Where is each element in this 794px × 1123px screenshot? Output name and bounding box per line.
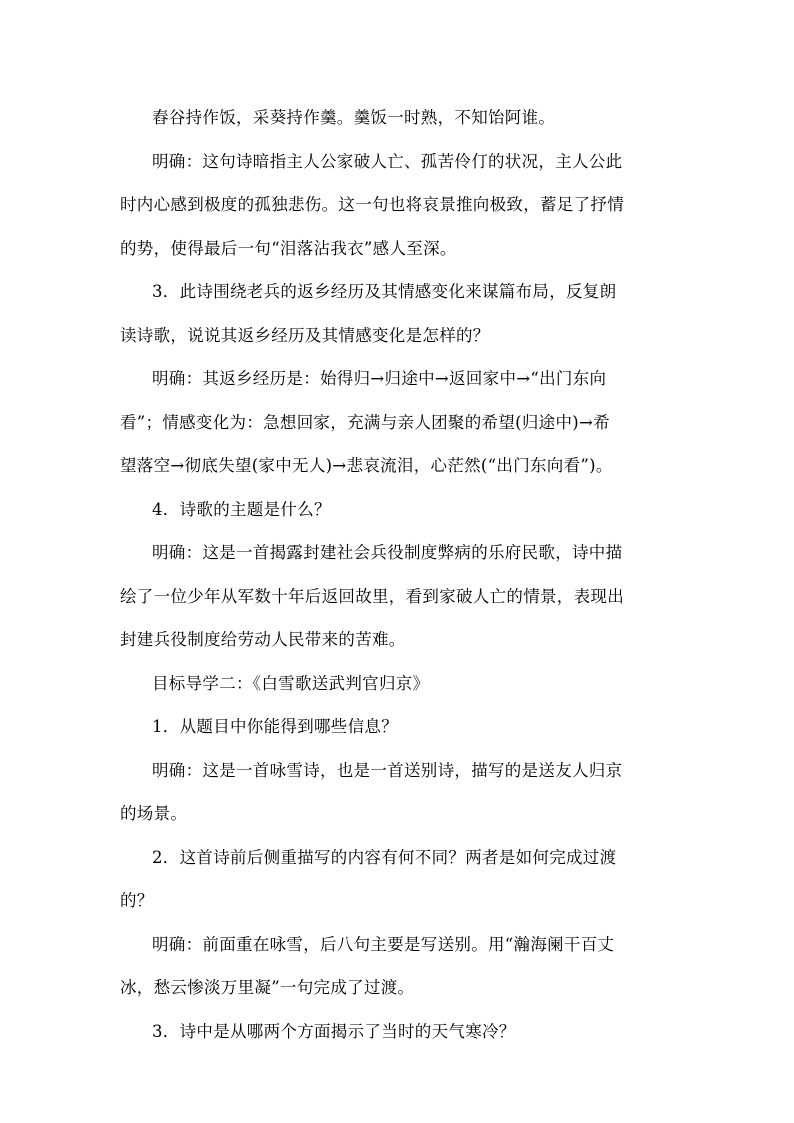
answer-line-4-cont: 绘了一位少年从军数十年后返回故里，看到家破人亡的情景，表现出 xyxy=(120,587,624,606)
question-2-cont: 的？ xyxy=(120,891,154,910)
question-2: 2．这首诗前后侧重描写的内容有何不同？两者是如何完成过渡 xyxy=(152,848,617,867)
question-3-cont: 读诗歌，说说其返乡经历及其情感变化是怎样的？ xyxy=(120,326,490,345)
answer-line-1: 明确：这句诗暗指主人公家破人亡、孤苦伶仃的状况，主人公此 xyxy=(152,152,623,171)
answer-line-s1: 明确：这是一首咏雪诗，也是一首送别诗，描写的是送友人归京 xyxy=(152,761,623,780)
answer-line-3-cont2: 望落空→彻底失望(家中无人)→悲哀流泪，心茫然(“出门东向看”)。 xyxy=(120,456,613,475)
question-3b: 3．诗中是从哪两个方面揭示了当时的天气寒冷？ xyxy=(152,1022,516,1041)
answer-line-3: 明确：其返乡经历是：始得归→归途中→返回家中→“出门东向 xyxy=(152,369,607,388)
answer-line-s2-cont: 冰，愁云惨淡万里凝”一句完成了过渡。 xyxy=(120,978,415,997)
question-3: 3．此诗围绕老兵的返乡经历及其情感变化来谋篇布局，反复朗 xyxy=(152,282,617,301)
answer-line-1-cont2: 的势，使得最后一句“泪落沾我衣”感人至深。 xyxy=(120,239,457,258)
answer-line-4-cont2: 封建兵役制度给劳动人民带来的苦难。 xyxy=(120,630,406,649)
answer-line-1-cont: 时内心感到极度的孤独悲伤。这一句也将哀景推向极致，蓄足了抒情 xyxy=(120,195,624,214)
question-4: 4．诗歌的主题是什么？ xyxy=(152,500,331,519)
poem-line: 舂谷持作饭，采葵持作羹。羹饭一时熟，不知饴阿谁。 xyxy=(152,108,556,127)
question-1: 1．从题目中你能得到哪些信息？ xyxy=(152,717,398,736)
answer-line-3-cont: 看”；情感变化为：急想回家，充满与亲人团聚的希望(归途中)→希 xyxy=(120,413,610,432)
answer-line-4: 明确：这是一首揭露封建社会兵役制度弊病的乐府民歌，诗中描 xyxy=(152,543,623,562)
answer-line-s1-cont: 的场景。 xyxy=(120,804,188,823)
section-heading: 目标导学二：《白雪歌送武判官归京》 xyxy=(152,674,430,693)
answer-line-s2: 明确：前面重在咏雪，后八句主要是写送别。用“瀚海阑干百丈 xyxy=(152,935,615,954)
